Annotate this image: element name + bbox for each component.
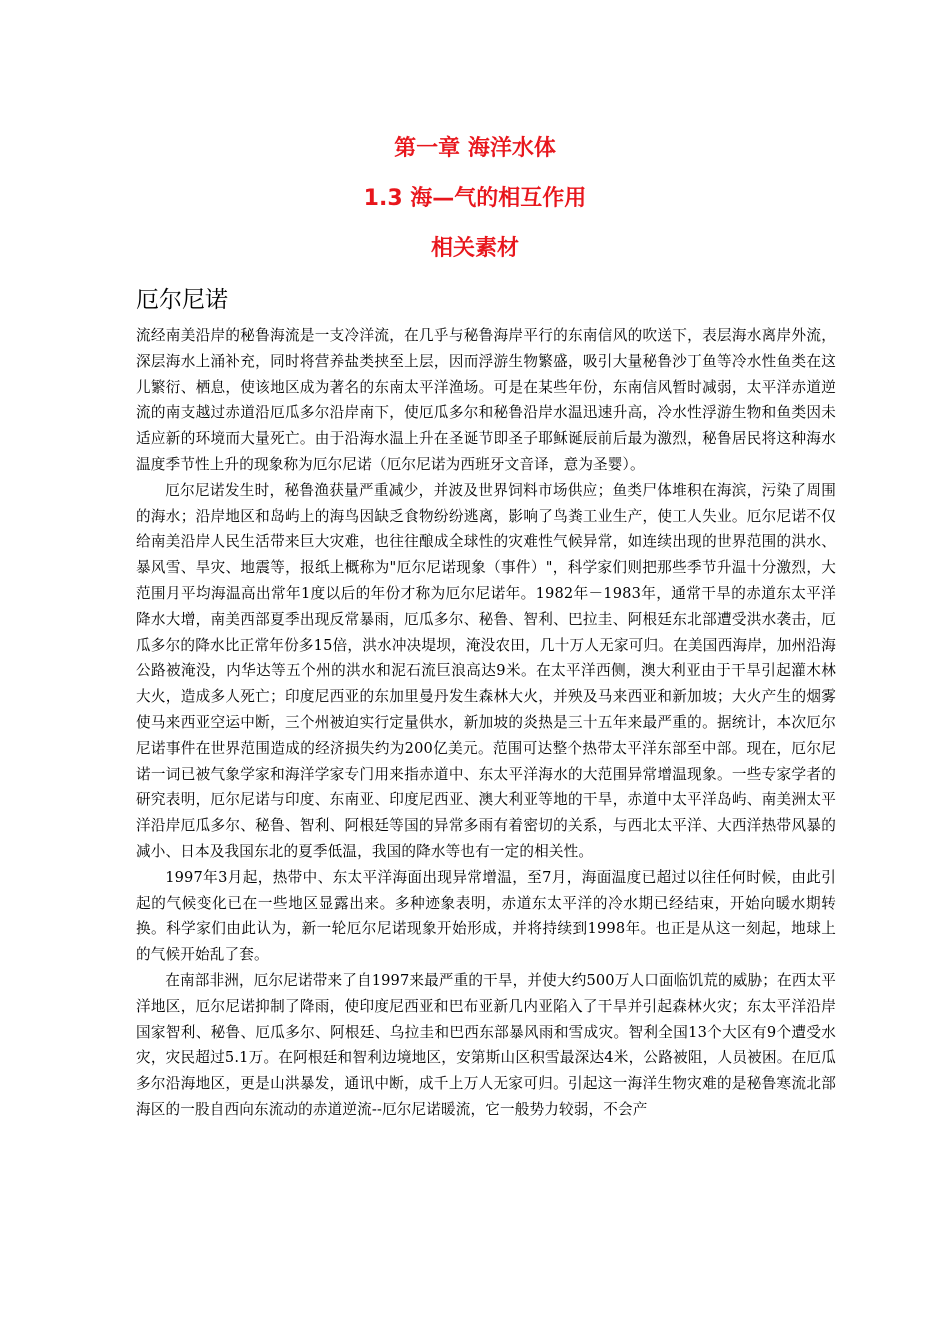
paragraph-4: 在南部非洲，厄尔尼诺带来了自1997来最严重的干旱，并使大约500万人口面临饥荒的威胁；在西太平洋地区，厄尔尼诺抑制了降雨，使印度尼西亚和巴布亚新几内亚陷入了干旱并引起森林火灾；东太平洋沿岸国家智利、秘鲁、厄瓜多尔、阿根廷、乌拉圭和巴西东部暴风雨和雪成灾。智利全国13个大区有9个遭受水灾，灾民超过5.1万。在阿根廷和智利边境地区，安第斯山区积雪最深达4米，公路被阻，人员被困。在厄瓜多尔沿海地区，更是山洪暴发，通讯中断，成千上万人无家可归。引起这一海洋生物灾难的是秘鲁寒流北部海区的一股自西向东流动的赤道逆流--厄尔尼诺暖流，它一般势力较弱，不会产	[136, 971, 836, 1118]
paragraph-1: 流经南美沿岸的秘鲁海流是一支冷洋流，在几乎与秘鲁海岸平行的东南信风的吹送下，表层海水离岸外流，深层海水上涌补充，同时将营养盐类挟至上层，因而浮游生物繁盛，吸引大量秘鲁沙丁鱼等冷水性鱼类在这儿繁衍、栖息，使该地区成为著名的东南太平洋渔场。可是在某些年份，东南信风暂时减弱，太平洋赤道逆流的南支越过赤道沿厄瓜多尔沿岸南下，使厄瓜多尔和秘鲁沿岸水温迅速升高，冷水性浮游生物和鱼类因未适应新的环境而大量死亡。由于沿海水温上升在圣诞节即圣子耶稣诞辰前后最为激烈，秘鲁居民将这种海水温度季节性上升的现象称为厄尔尼诺（厄尔尼诺为西班牙文音译，意为圣婴）。	[136, 327, 836, 473]
material-heading: 相关素材	[430, 236, 519, 261]
topic-title: 厄尔尼诺	[136, 287, 228, 313]
chapter-heading: 第一章 海洋水体	[394, 136, 556, 161]
paragraph-2: 厄尔尼诺发生时，秘鲁渔获量严重减少，并波及世界饲料市场供应；鱼类尸体堆积在海滨，污染了周围的海水；沿岸地区和岛屿上的海鸟因缺乏食物纷纷逃离，影响了鸟粪工业生产，使工人失业。厄尔尼诺不仅给南美沿岸人民生活带来巨大灾难，也往往酿成全球性的灾难性气候异常，如连续出现的世界范围的洪水、暴风雪、旱灾、地震等，报纸上概称为"厄尔尼诺现象（事件）"，科学家们则把那些季节升温十分激烈，大范围月平均海温高出常年1度以后的年份才称为厄尔尼诺年。1982年－1983年，通常干旱的赤道东太平洋降水大增，南美西部夏季出现反常暴雨，厄瓜多尔、秘鲁、智利、巴拉圭、阿根廷东北部遭受洪水袭击，厄瓜多尔的降水比正常年份多15倍，洪水冲决堤坝，淹没农田，几十万人无家可归。在美国西海岸，加州沿海公路被淹没，内华达等五个州的洪水和泥石流巨浪高达9米。在太平洋西侧，澳大利亚由于干旱引起灌木林大火，造成多人死亡；印度尼西亚的东加里曼丹发生森林大火，并殃及马来西亚和新加坡；大火产生的烟雾使马来西亚空运中断，三个州被迫实行定量供水，新加坡的炎热是三十五年来最严重的。据统计，本次厄尔尼诺事件在世界范围造成的经济损失约为200亿美元。范围可达整个热带太平洋东部至中部。现在，厄尔尼诺一词已被气象学家和海洋学家专门用来指赤道中、东太平洋海水的大范围异常增温现象。一些专家学者的研究表明，厄尔尼诺与印度、东南亚、印度尼西亚、澳大利亚等地的干旱，赤道中太平洋岛屿、南美洲太平洋沿岸厄瓜多尔、秘鲁、智利、阿根廷等国的异常多雨有着密切的关系，与西北太平洋、大西洋热带风暴的减小、日本及我国东北的夏季低温，我国的降水等也有一定的相关性。	[136, 481, 836, 860]
section-heading: 1.3 海—气的相互作用	[363, 186, 587, 211]
paragraph-3: 1997年3月起，热带中、东太平洋海面出现异常增温，至7月，海面温度已超过以往任何时候，由此引起的气候变化已在一些地区显露出来。多种迹象表明，赤道东太平洋的冷水期已经结束，开始向暖水期转换。科学家们由此认为，新一轮厄尔尼诺现象开始形成，并将持续到1998年。也正是从这一刻起，地球上的气候开始乱了套。	[136, 868, 836, 964]
article-body	[136, 323, 836, 1123]
